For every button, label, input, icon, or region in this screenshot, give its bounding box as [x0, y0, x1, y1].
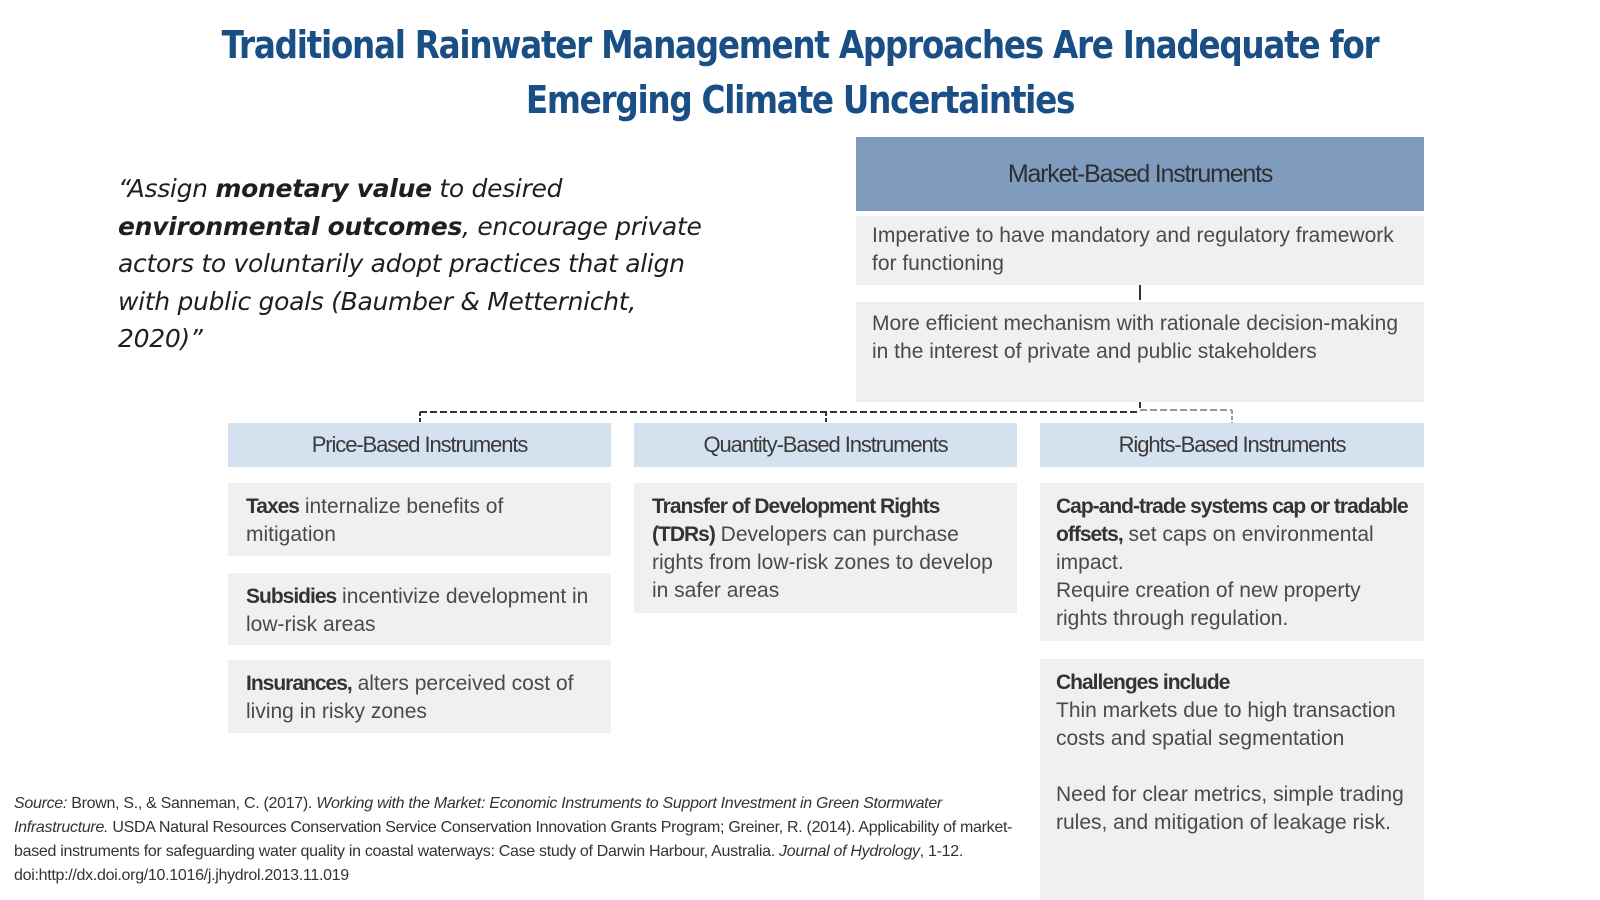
price-based-header: Price-Based Instruments [228, 423, 611, 467]
source-italic-2: Journal of Hydrology [779, 843, 920, 860]
rights-challenges-text-2: Need for clear metrics, simple trading rules, and mitigation of leakage risk. [1056, 783, 1404, 834]
price-insurances-bold: Insurances, [246, 672, 352, 695]
price-taxes-text: internalize benefits of mitigation [246, 495, 504, 546]
rights-challenges-box [1040, 659, 1424, 900]
market-efficiency-box [856, 302, 1424, 402]
source-part-2: USDA Natural Resources Conservation Service Conservation Innovation Grants Program; Greiner, R. (2014). Applicability of market-based instruments for safeguarding water quality in coastal waterways: Case study of Darwin Harbour, Australia. [14, 819, 1013, 860]
market-efficiency-text: More efficient mechanism with rationale decision-making in the interest of private and public stakeholders [872, 312, 1399, 363]
price-taxes-box [228, 483, 611, 556]
market-framework-box [856, 216, 1424, 285]
rights-challenges-bold: Challenges include [1056, 671, 1230, 694]
quantity-tdr-box [634, 483, 1017, 613]
source-citation [14, 792, 1024, 888]
price-insurances-text: alters perceived cost of living in risky zones [246, 672, 574, 723]
source-part-3: , 1-12. doi:http://dx.doi.org/10.1016/j.jhydrol.2013.11.019 [14, 843, 964, 884]
page-title-line-1: Traditional Rainwater Management Approaches Are Inadequate for [221, 23, 1379, 67]
price-subsidies-bold: Subsidies [246, 585, 337, 608]
rights-challenges-text: Thin markets due to high transaction costs and spatial segmentation [1056, 699, 1396, 750]
source-label: Source: [14, 795, 68, 812]
source-part-1: Brown, S., & Sanneman, C. (2017). [67, 795, 317, 812]
quantity-based-header: Quantity-Based Instruments [634, 423, 1017, 467]
quantity-tdr-text: Developers can purchase rights from low-risk zones to develop in safer areas [652, 523, 993, 602]
rights-property-text: Require creation of new property rights through regulation. [1056, 579, 1361, 630]
rights-based-header: Rights-Based Instruments [1040, 423, 1424, 467]
price-taxes-bold: Taxes [246, 495, 299, 518]
price-subsidies-text: incentivize development in low-risk areas [246, 585, 589, 636]
source-italic-1: Working with the Market: Economic Instruments to Support Investment in Green Stormwater Infrastructure. [14, 795, 942, 836]
quantity-tdr-bold: Transfer of Development Rights (TDRs) [652, 495, 940, 546]
quote-rest: , encourage private actors to voluntarily adopt practices that align with public goals (Baumber & Metternicht, 2020)” [118, 211, 702, 353]
price-insurances-box [228, 660, 611, 733]
quote-bold-monetary-value: monetary value [215, 174, 432, 203]
market-based-header: Market-Based Instruments [856, 137, 1424, 211]
quote-mid: to desired [431, 174, 563, 203]
rights-cap-trade-box [1040, 483, 1424, 641]
market-framework-text: Imperative to have mandatory and regulatory framework for functioning [872, 224, 1394, 275]
rights-cap-trade-bold: Cap-and-trade systems cap or tradable offsets, [1056, 495, 1408, 546]
quote-block [118, 170, 718, 358]
quote-open: “Assign [118, 174, 216, 203]
price-subsidies-box [228, 573, 611, 645]
page-title-line-2: Emerging Climate Uncertainties [525, 78, 1075, 122]
quote-bold-environmental-outcomes: environmental outcomes [118, 211, 463, 241]
rights-cap-trade-text: set caps on environmental impact. [1056, 523, 1374, 574]
